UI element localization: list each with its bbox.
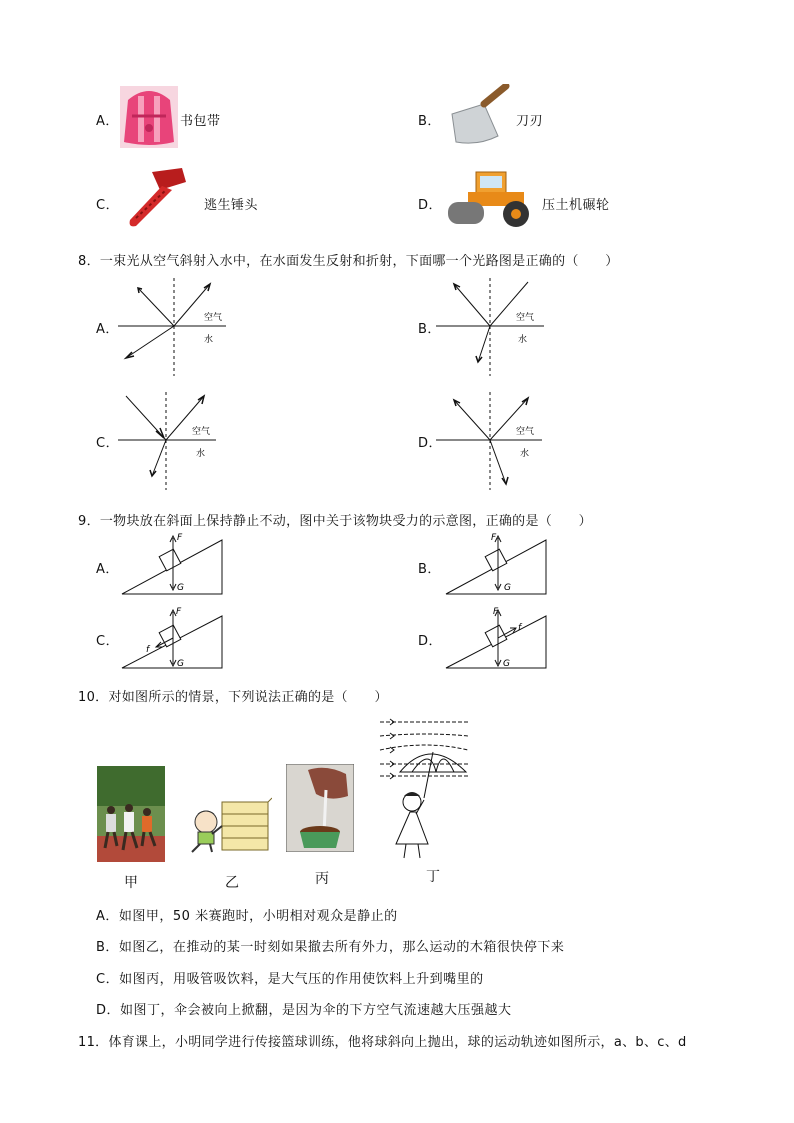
- question-11-stem: 11．体育课上，小明同学进行传接篮球训练，他将球斜向上抛出，球的运动轨迹如图所示，a、b、c、d: [78, 1035, 687, 1050]
- runners-photo: [97, 766, 165, 862]
- option-letter: D．: [418, 436, 443, 451]
- option-letter: A．: [96, 114, 119, 129]
- option-letter: A．: [96, 322, 119, 337]
- water-label: 水: [204, 335, 214, 345]
- svg-text:G: G: [503, 659, 510, 669]
- svg-text:F: F: [177, 533, 183, 543]
- svg-text:F: F: [491, 533, 497, 543]
- option-letter: B．: [418, 114, 441, 129]
- q9-diagram-a: [120, 530, 224, 596]
- q10-option-c: C．如图丙，用吸管吸饮料，是大气压的作用使饮料上升到嘴里的: [96, 972, 484, 987]
- q10-option-d: D．如图丁，伞会被向上掀翻，是因为伞的下方空气流速越大压强越大: [96, 1003, 512, 1018]
- option-text: 书包带: [180, 114, 221, 129]
- backpack-image: [120, 86, 178, 148]
- road-roller-image: [444, 170, 542, 228]
- svg-text:G: G: [177, 659, 184, 669]
- svg-text:G: G: [177, 583, 184, 593]
- air-label: 空气: [516, 313, 535, 323]
- q8-diagram-d: [436, 392, 548, 492]
- option-text: 压土机碾轮: [542, 198, 610, 213]
- option-letter: A．: [96, 562, 119, 577]
- picture-label-bing: 丙: [315, 871, 329, 887]
- q8-diagram-a: [118, 278, 230, 378]
- option-letter: D．: [418, 198, 443, 213]
- svg-text:F: F: [176, 607, 182, 617]
- option-letter: B．: [418, 322, 441, 337]
- option-letter: D．: [418, 634, 443, 649]
- water-label: 水: [518, 335, 528, 345]
- picture-label-ding: 丁: [426, 869, 440, 885]
- option-letter: C．: [96, 634, 120, 649]
- q10-option-b: B．如图乙，在推动的某一时刻如果撤去所有外力，那么运动的木箱很快停下来: [96, 940, 565, 955]
- question-10-stem: 10．对如图所示的情景，下列说法正确的是（ ）: [78, 690, 388, 705]
- option-letter: B．: [418, 562, 441, 577]
- svg-text:f: f: [146, 645, 150, 655]
- q10-option-a: A．如图甲，50 米赛跑时，小明相对观众是静止的: [96, 909, 398, 924]
- q9-diagram-d: [444, 602, 548, 670]
- water-label: 水: [520, 449, 530, 459]
- q9-diagram-b: [444, 530, 548, 596]
- question-9-stem: 9．一物块放在斜面上保持静止不动，图中关于该物块受力的示意图，正确的是（ ）: [78, 514, 592, 529]
- cleaver-image: [448, 84, 514, 150]
- option-text: 逃生锤头: [204, 198, 259, 213]
- straw-drink-photo: [286, 764, 354, 852]
- svg-text:f: f: [518, 623, 522, 633]
- pushing-box-picture: [188, 796, 272, 854]
- q8-diagram-b: [436, 278, 548, 378]
- air-label: 空气: [192, 427, 211, 437]
- air-label: 空气: [516, 427, 535, 437]
- option-letter: C．: [96, 198, 120, 213]
- q8-diagram-c: [118, 392, 230, 492]
- air-label: 空气: [204, 313, 223, 323]
- svg-text:G: G: [504, 583, 511, 593]
- question-8-stem: 8．一束光从空气斜射入水中，在水面发生反射和折射，下面哪一个光路图是正确的（ ）: [78, 254, 619, 269]
- umbrella-girl-picture: [376, 716, 472, 864]
- water-label: 水: [196, 449, 206, 459]
- q9-diagram-c: [120, 602, 224, 670]
- option-text: 刀刃: [516, 114, 544, 129]
- svg-text:F: F: [493, 607, 499, 617]
- picture-label-yi: 乙: [225, 875, 239, 891]
- option-letter: C．: [96, 436, 120, 451]
- picture-label-jia: 甲: [124, 875, 138, 891]
- escape-hammer-image: [122, 168, 198, 230]
